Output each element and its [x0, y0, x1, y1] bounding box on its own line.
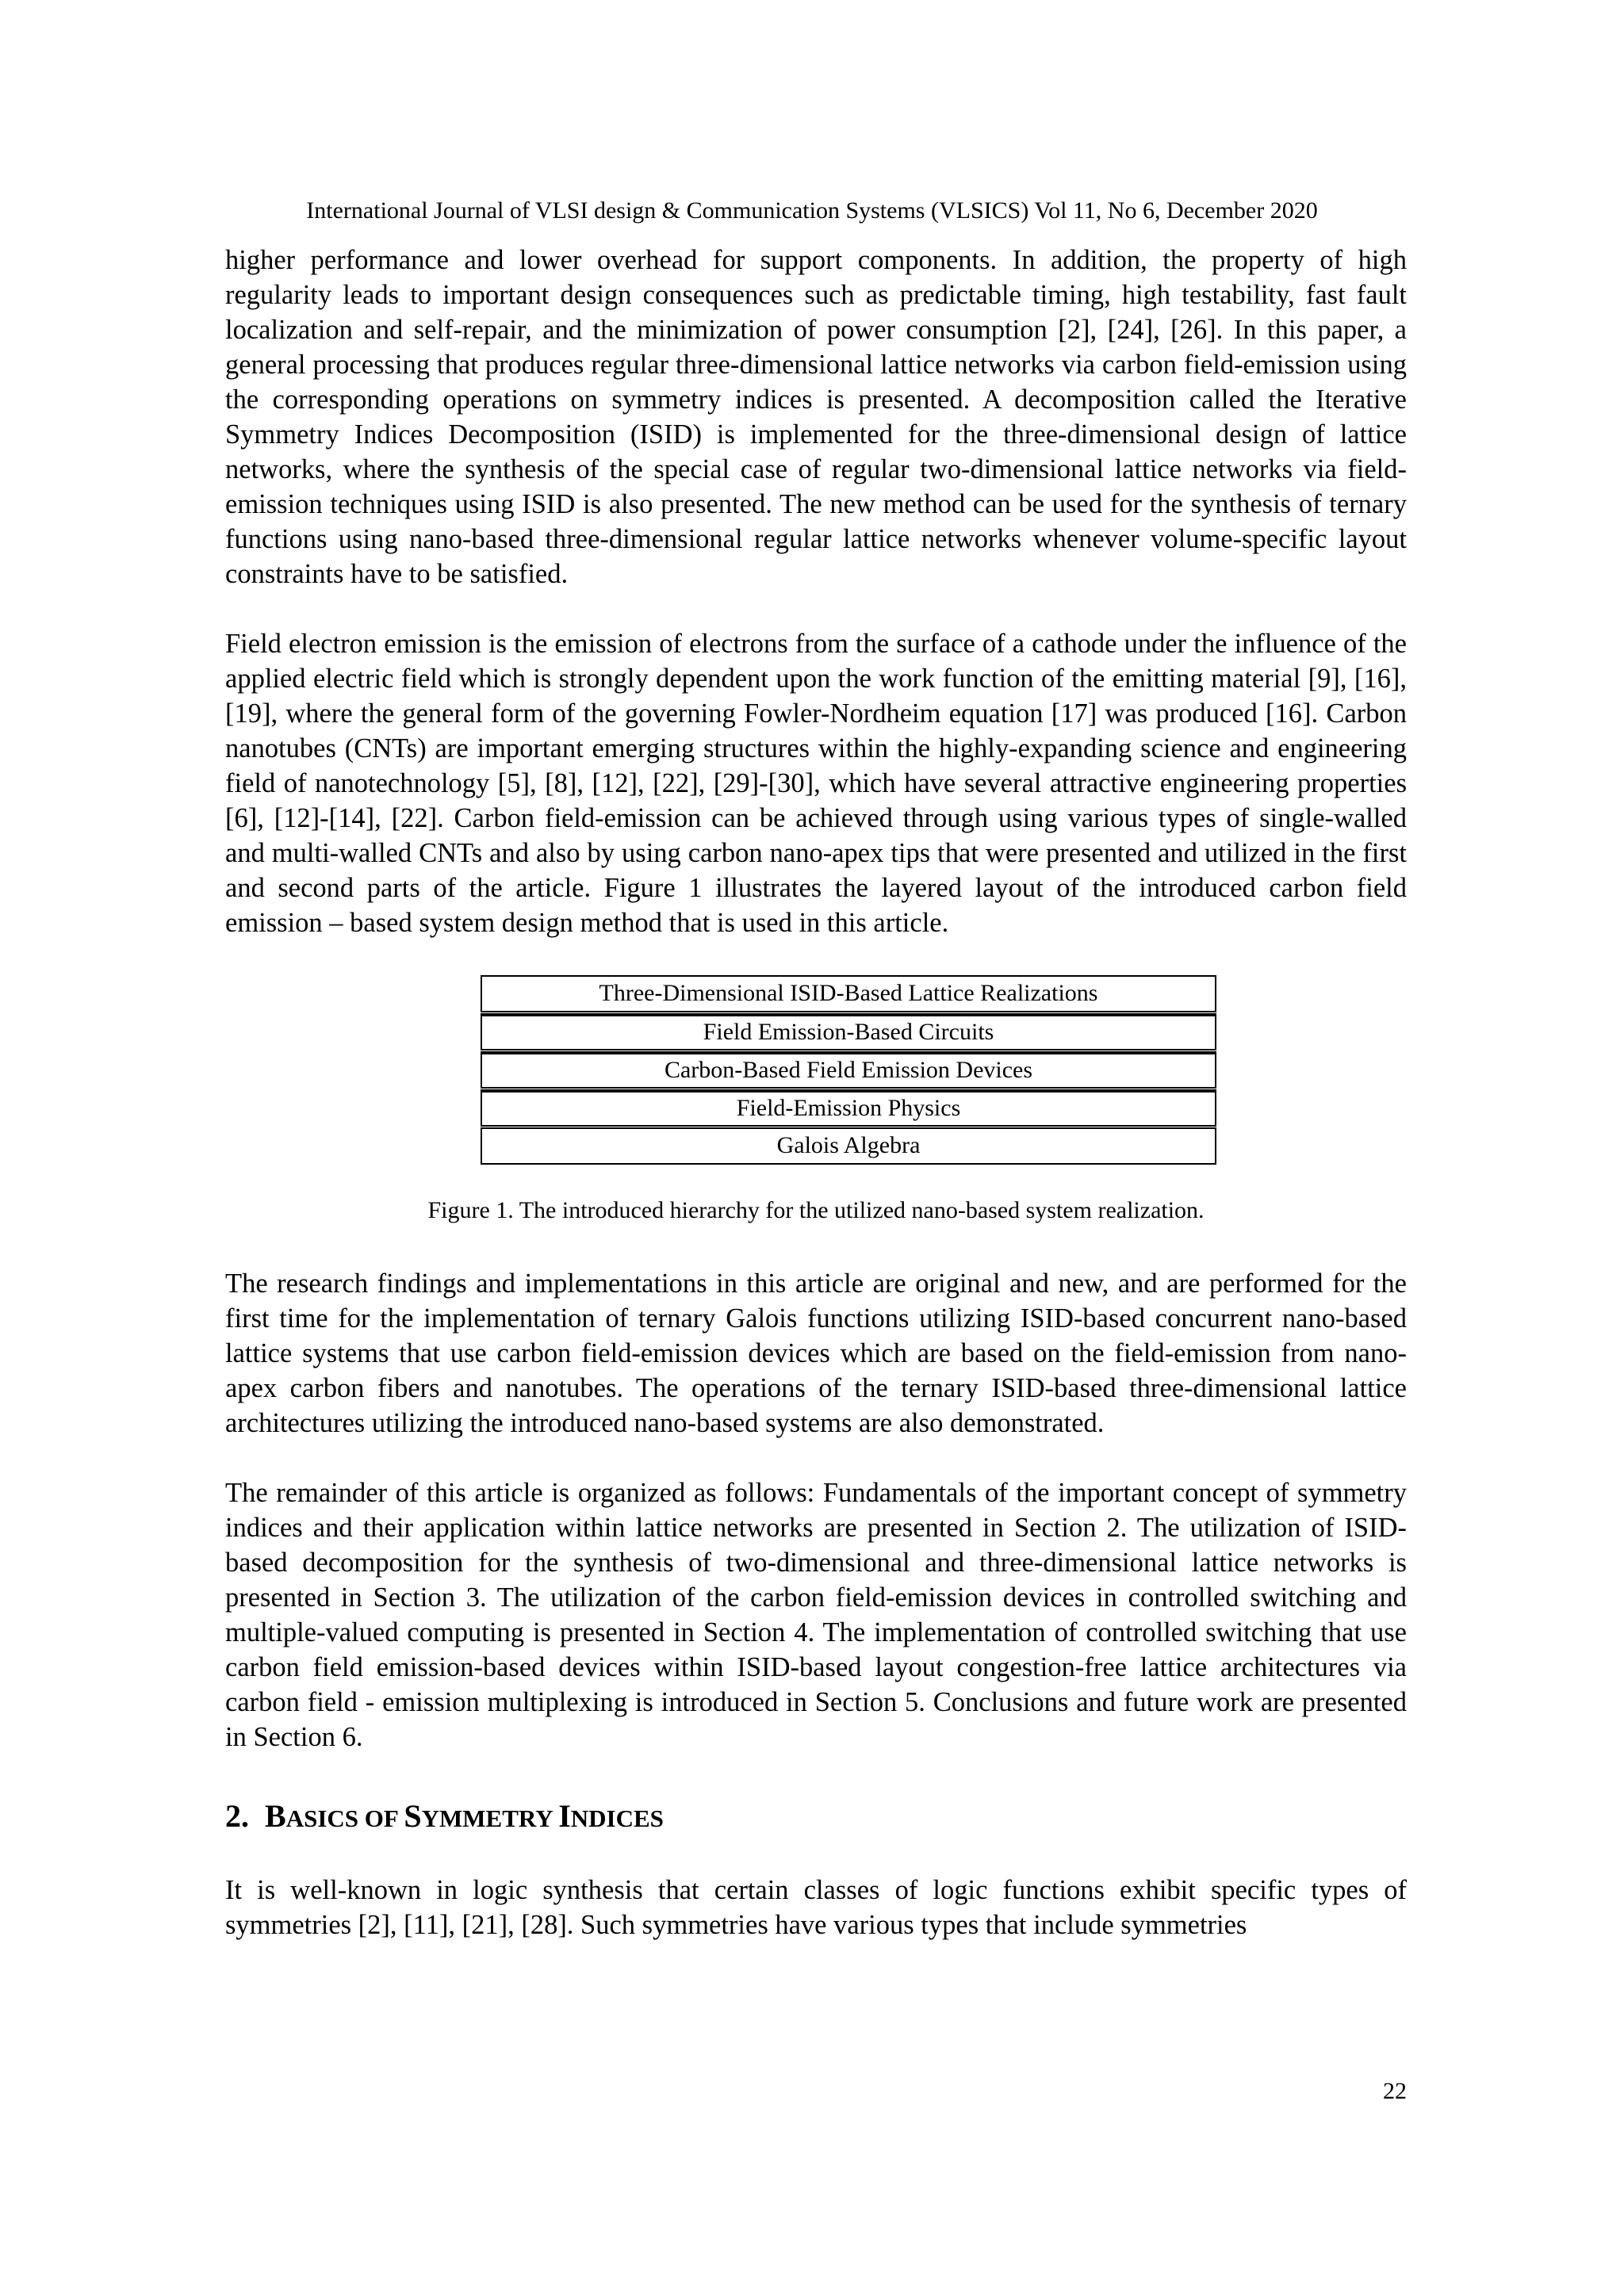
figure-1 [225, 975, 1407, 1226]
hierarchy-layer-circuits: Field Emission-Based Circuits [481, 1013, 1216, 1050]
hierarchy-layer-galois-algebra: Galois Algebra [481, 1127, 1216, 1165]
hierarchy-layer-physics: Field-Emission Physics [481, 1089, 1216, 1127]
page-number: 22 [1383, 2078, 1407, 2104]
body-paragraph-4: The remainder of this article is organized as follows: Fundamentals of the important concept of symmetry indices and their application within lattice networks are presented in Section 2. The utilization of ISID-based decomposition for the synthesis of two-dimensional and three-dimensional lattice networks is presented in Section 3. The utilization of the carbon field-emission devices in controlled switching and multiple-valued computing is presented in Section 4. The implementation of controlled switching that use carbon field emission-based devices within ISID-based layout congestion-free lattice architectures via carbon field - emission multiplexing is introduced in Section 5. Conclusions and future work are presented in Section 6. [225, 1478, 1407, 1752]
figure-1-caption: Figure 1. The introduced hierarchy for the utilized nano-based system realization. [427, 1197, 1205, 1223]
body-paragraph-3: The research findings and implementations in this article are original and new, and are performed for the first time for the implementation of ternary Galois functions utilizing ISID-based concurrent nano-based lattice systems that use carbon field-emission devices which are based on the field-emission from nano-apex carbon fibers and nanotubes. The operations of the ternary ISID-based three-dimensional lattice architectures utilizing the introduced nano-based systems are also demonstrated. [225, 1269, 1407, 1438]
section-number: 2. [225, 1798, 249, 1834]
body-paragraph-1: higher performance and lower overhead for support components. In addition, the property of high regularity leads to important design consequences such as predictable timing, high testability, fast fault localization and self-repair, and the minimization of power consumption [2], [24], [26]. In this paper, a general processing that produces regular three-dimensional lattice networks via carbon field-emission using the corresponding operations on symmetry indices is presented. A decomposition called the Iterative Symmetry Indices Decomposition (ISID) is implemented for the three-dimensional design of lattice networks, where the synthesis of the special case of regular two-dimensional lattice networks via field-emission techniques using ISID is also presented. The new method can be used for the synthesis of ternary functions using nano-based three-dimensional regular lattice networks whenever volume-specific layout constraints have to be satisfied. [225, 245, 1407, 589]
running-header: International Journal of VLSI design & Communication Systems (VLSICS) Vol 11, No 6, December 2020 [306, 197, 1318, 224]
section-2-heading: 2. BASICS OF SYMMETRY INDICES [225, 1798, 664, 1834]
hierarchy-diagram [481, 975, 1216, 1165]
hierarchy-layer-isid-lattice: Three-Dimensional ISID-Based Lattice Realizations [481, 975, 1216, 1012]
hierarchy-layer-devices: Carbon-Based Field Emission Devices [481, 1051, 1216, 1089]
section-2-paragraph: It is well-known in logic synthesis that certain classes of logic functions exhibit specific types of symmetries [2], [11], [21], [28]. Such symmetries have various types that include symmetries [225, 1875, 1407, 1940]
body-paragraph-2: Field electron emission is the emission of electrons from the surface of a cathode under the influence of the applied electric field which is strongly dependent upon the work function of the emitting material [9], [16], [19], where the general form of the governing Fowler-Nordheim equation [17] was produced [16]. Carbon nanotubes (CNTs) are important emerging structures within the highly-expanding science and engineering field of nanotechnology [5], [8], [12], [22], [29]-[30], which have several attractive engineering properties [6], [12]-[14], [22]. Carbon field-emission can be achieved through using various types of single-walled and multi-walled CNTs and also by using carbon nano-apex tips that were presented and utilized in the first and second parts of the article. Figure 1 illustrates the layered layout of the introduced carbon field emission – based system design method that is used in this article. [225, 629, 1407, 938]
article-body [225, 243, 1407, 1942]
